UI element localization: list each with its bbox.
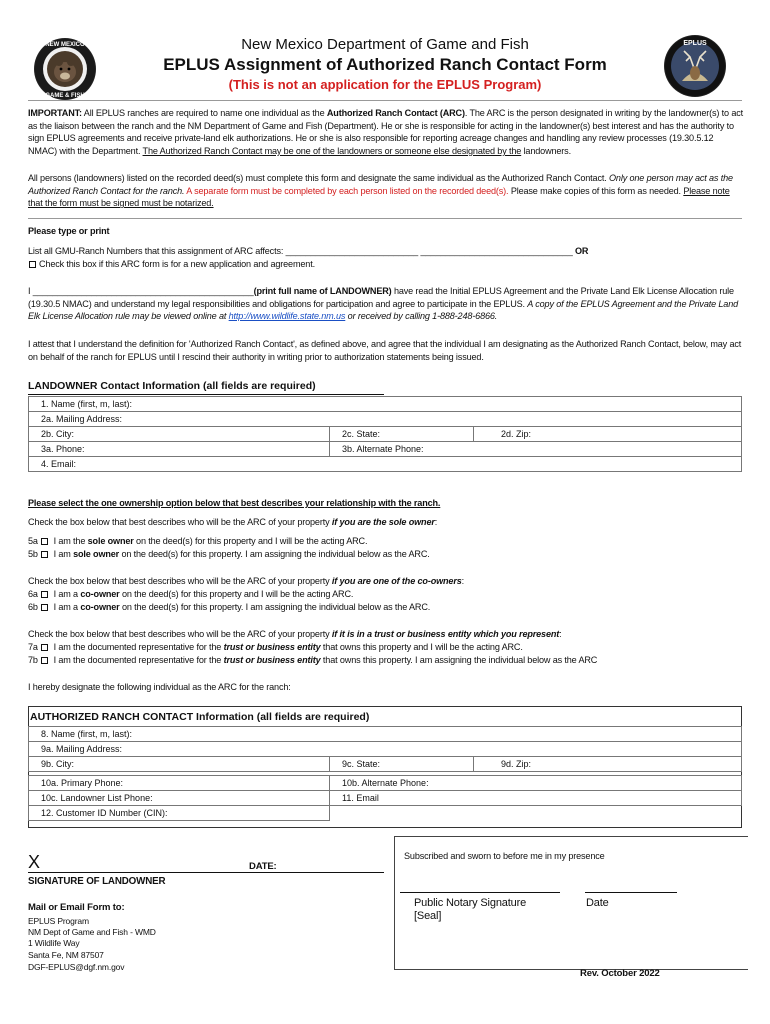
arc-address-field[interactable]: 9a. Mailing Address: [29,742,742,757]
landowner-zip-field[interactable]: 2d. Zip: [474,427,742,442]
header-divider [28,100,742,101]
svg-text:EPLUS: EPLUS [683,40,707,47]
new-application-checkbox[interactable] [29,261,36,268]
wildlife-website-link[interactable]: http://www.wildlife.state.nm.us [228,311,346,322]
revision-date: Rev. October 2022 [580,968,660,979]
option-5a-checkbox[interactable] [41,538,48,545]
option-7a-checkbox[interactable] [41,644,48,651]
landowner-alt-phone-field[interactable]: 3b. Alternate Phone: [330,442,742,457]
landowner-contact-table [28,396,742,472]
mail-heading: Mail or Email Form to: [28,902,125,913]
co-owner-intro: Check the box below that best describes who will be the ARC of your property if you are one of the co-owners: [28,576,465,586]
form-subtitle: (This is not an application for the EPLUS Program) [228,77,542,92]
important-paragraph: IMPORTANT: All EPLUS ranches are required to name one individual as the Authorized Ranch Contact (ARC). The ARC is the person designated in writing by the landowner(s) to act as the liaison between the ranch and the NM Department of Game and Fish (Department). He or she is responsible for acting in the landowner(s) best interest and has the authority to sign EPLUS agreements and receive private-land elk authorizations. He or she is also responsible for reporting acreage changes and handling any review processes (19.30.5.12 NMAC) with the Department. The Authorized Ranch Contact may be one of the landowners or someone else designated by the landowners. [28,108,744,156]
option-5b-checkbox[interactable] [41,551,48,558]
notary-date-label: Date [586,897,609,909]
department-name: New Mexico Department of Game and Fish [241,36,529,53]
landowner-name-blank[interactable]: I _____________________________________________ [28,286,254,296]
mail-email[interactable]: DGF-EPLUS@dgf.nm.gov [28,962,125,972]
option-7b[interactable]: 7b I am the documented representative for the trust or business entity that owns this property. I am assigning the individual below as the ARC [28,655,598,665]
ownership-heading: Please select the one ownership option below that best describes your relationship with the ranch. [28,498,441,508]
landowner-city-field[interactable]: 2b. City: [29,427,330,442]
option-7a[interactable]: 7a I am the documented representative for the trust or business entity that owns this property and I will be the acting ARC. [28,642,523,652]
arc-name-field[interactable]: 8. Name (first, m, last): [29,727,742,742]
form-title: EPLUS Assignment of Authorized Ranch Contact Form [163,55,607,74]
landowner-address-field[interactable]: 2a. Mailing Address: [29,412,742,427]
gmu-ranch-numbers-line[interactable]: List all GMU-Ranch Numbers that this assignment of ARC affects: ___________________________ _______________________________ OR [28,246,589,256]
arc-term: Authorized Ranch Contact (ARC) [326,108,465,118]
notary-signature-line[interactable] [400,892,560,893]
arc-empty-cell [330,806,742,821]
notary-seal-label: [Seal] [414,910,442,922]
designate-statement: I hereby designate the following individual as the ARC for the ranch: [28,682,291,692]
landowner-heading-underline [28,394,384,395]
signature-label: SIGNATURE OF LANDOWNER [28,876,166,887]
arc-email-field[interactable]: 11. Email [330,791,742,806]
landowner-name-field[interactable]: 1. Name (first, m, last): [29,397,742,412]
landowner-state-field[interactable]: 2c. State: [330,427,474,442]
option-6a-checkbox[interactable] [41,591,48,598]
option-6b-checkbox[interactable] [41,604,48,611]
mail-address-line-2: NM Dept of Game and Fish - WMD [28,927,156,937]
attest-paragraph: I attest that I understand the definition for 'Authorized Ranch Contact', as defined above, and agree that the individual I am designating as the Authorized Ranch Contact, below, may act on behalf of the ranch for EPLUS until I rescind their authority in writing prior to authorization statements being issued. [28,339,742,362]
arc-primary-phone-field[interactable]: 10a. Primary Phone: [29,776,330,791]
new-application-option[interactable]: Check this box if this ARC form is for a new application and agreement. [28,258,744,271]
important-label: IMPORTANT: [28,108,82,118]
mail-address-line-4: Santa Fe, NM 87507 [28,950,104,960]
arc-zip-field[interactable]: 9d. Zip: [474,757,742,772]
sworn-statement: Subscribed and sworn to before me in my presence [404,851,605,861]
option-7b-checkbox[interactable] [41,657,48,664]
option-5a[interactable]: 5a I am the sole owner on the deed(s) for this property and I will be the acting ARC. [28,536,368,546]
seal-lettering: NEW MEXICO [45,42,85,48]
svg-text:GAME & FISH: GAME & FISH [45,93,85,99]
landowner-signature-line[interactable] [28,872,384,873]
trust-intro: Check the box below that best describes who will be the ARC of your property if it is in a trust or business entity which you represent: [28,629,562,639]
deed-persons-paragraph: All persons (landowners) listed on the recorded deed(s) must complete this form and designate the same individual as the Authorized Ranch Contact. Only one person may act as the Authorized Ranch Contact for the ranch. A separate form must be completed by each person listed on the recorded deed(s). Please make copies of this form as needed. Please note that the form must be signed must be notarized. [28,173,733,209]
landowner-contact-heading: LANDOWNER Contact Information (all fields are required) [28,380,316,392]
option-6a[interactable]: 6a I am a co-owner on the deed(s) for this property and I will be the acting ARC. [28,589,354,599]
mail-address-line-3: 1 Wildlife Way [28,938,80,948]
arc-contact-table [28,726,742,821]
arc-alt-phone-field[interactable]: 10b. Alternate Phone: [330,776,742,791]
option-5b[interactable]: 5b I am sole owner on the deed(s) for this property. I am assigning the individual below as the ARC. [28,549,430,559]
sole-owner-intro: Check the box below that best describes who will be the ARC of your property if you are the sole owner: [28,517,438,527]
landowner-phone-field[interactable]: 3a. Phone: [29,442,330,457]
landowner-email-field[interactable]: 4. Email: [29,457,742,472]
arc-contact-heading: AUTHORIZED RANCH CONTACT Information (all fields are required) [30,711,370,723]
landowner-agreement-paragraph: I _____________________________________________(print full name of LANDOWNER) have read the Initial EPLUS Agreement and the Private Land Elk License Allocation rule (19.30.5 NMAC) and understand my legal responsibilities and obligations for participation and agree to participate in the EPLUS. A copy of the EPLUS Agreement and the Private Land Elk License Allocation rule may be viewed online at http://www.wildlife.state.nm.us or received by calling 1-888-248-6866. [28,286,739,322]
signature-date-label: DATE: [249,861,277,872]
type-or-print-heading: Please type or print [28,226,110,236]
arc-list-phone-field[interactable]: 10c. Landowner List Phone: [29,791,330,806]
intro-divider [28,218,742,219]
notary-signature-label: Public Notary Signature [414,897,527,909]
signature-x-mark: X [28,852,41,872]
option-6b[interactable]: 6b I am a co-owner on the deed(s) for this property. I am assigning the individual below as the ARC. [28,602,431,612]
arc-cin-field[interactable]: 12. Customer ID Number (CIN): [29,806,330,821]
mail-address-line-1: EPLUS Program [28,916,89,926]
arc-state-field[interactable]: 9c. State: [330,757,474,772]
notary-date-line[interactable] [585,892,677,893]
arc-city-field[interactable]: 9b. City: [29,757,330,772]
